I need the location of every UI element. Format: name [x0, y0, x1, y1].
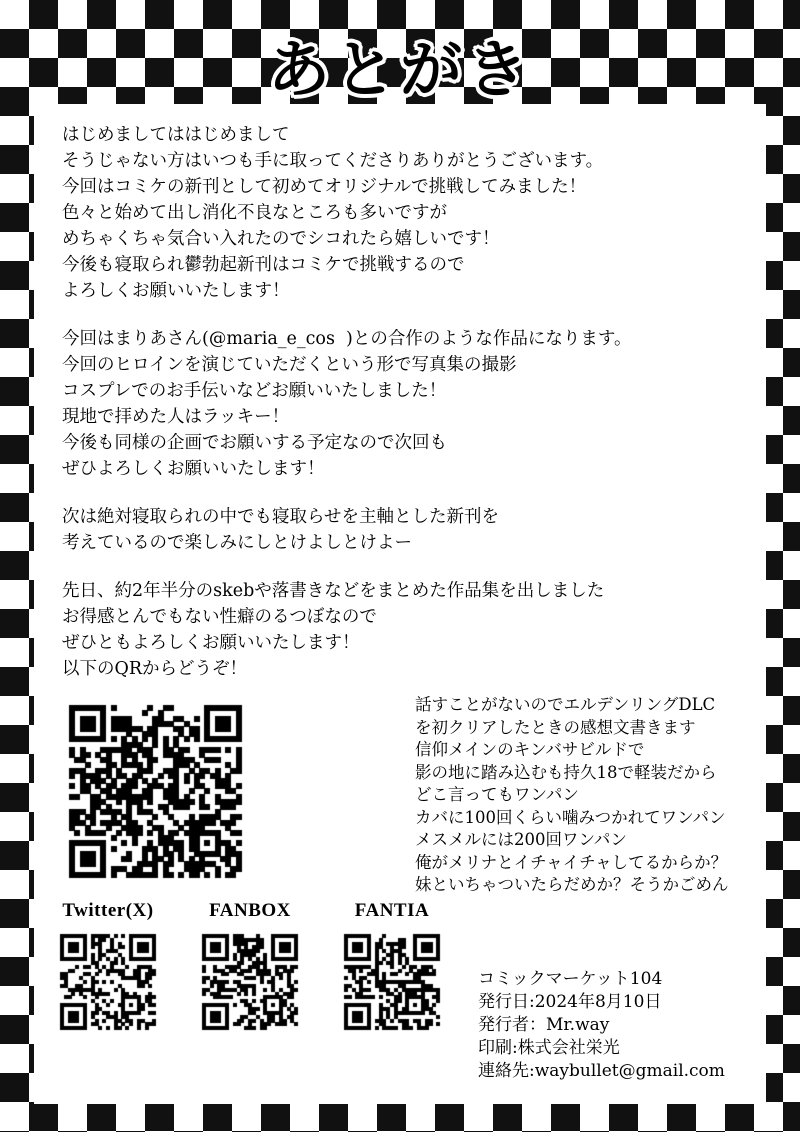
- afterword-line: 今回はまりあさん(@maria_e_cos )との合作のような作品になります。: [62, 329, 632, 349]
- elden-ring-note-line: を初クリアしたときの感想文書きます: [415, 717, 696, 737]
- afterword-line: 以下のQRからどうぞ！: [62, 659, 248, 679]
- skeb-artbook-qr-canvas[interactable]: [64, 700, 246, 882]
- fantia-qr[interactable]: [340, 930, 444, 1034]
- afterword-line: 次は絶対寝取られの中でも寝取らせを主軸とした新刊を: [62, 507, 499, 527]
- colophon-publisher: 発行者：Mr.way: [478, 1015, 610, 1035]
- afterword-line: 色々と始めて出し消化不良なところも多いですが: [62, 203, 447, 223]
- afterword-line: コスプレでのお手伝いなどお願いいたしました！: [62, 381, 447, 401]
- afterword-line: 先日、約2年半分のskebや落書きなどをまとめた作品集を出しました: [62, 581, 605, 601]
- afterword-line: 今後も寝取られ鬱勃起新刊はコミケで挑戦するので: [62, 255, 465, 275]
- social-links-row: [48, 900, 468, 1034]
- colophon-contact: 連絡先:waybullet@gmail.com: [478, 1061, 725, 1081]
- afterword-line: よろしくお願いいたします！: [62, 281, 290, 301]
- afterword-line: 今回のヒロインを演じていただくという形で写真集の撮影: [62, 355, 517, 375]
- fanbox-qr[interactable]: [198, 930, 302, 1034]
- afterword-line: はじめましてははじめまして: [62, 125, 290, 145]
- afterword-line: お得感とんでもない性癖のるつぼなので: [62, 607, 377, 627]
- elden-ring-note: [415, 694, 785, 897]
- social-item-twitter[interactable]: [48, 900, 168, 1034]
- social-label-fanbox: FANBOX: [209, 900, 291, 921]
- elden-ring-note-line: どこ言ってもワンパン: [415, 785, 579, 804]
- elden-ring-note-line: カバに100回くらい噛みつかれてワンパン: [415, 807, 726, 827]
- colophon-date: 発行日:2024年8月10日: [478, 992, 662, 1012]
- social-item-fanbox[interactable]: [190, 900, 310, 1034]
- elden-ring-note-line: 妹といちゃついたらだめか？そうかごめん: [415, 875, 729, 894]
- afterword-line: ぜひよろしくお願いいたします！: [62, 459, 325, 479]
- elden-ring-note-line: 俺がメリナとイチャイチャしてるからか？: [415, 852, 728, 872]
- fanbox-qr-canvas[interactable]: [198, 930, 302, 1034]
- afterword-paragraph-1: [62, 122, 762, 304]
- skeb-artbook-qr[interactable]: [64, 700, 246, 882]
- elden-ring-note-line: 話すことがないのでエルデンリングDLC: [415, 695, 716, 714]
- elden-ring-note-line: 信仰メインのキンバサビルドで: [415, 740, 645, 759]
- colophon-printer: 印刷:株式会社栄光: [478, 1038, 620, 1058]
- afterword-paragraph-4: [62, 578, 762, 682]
- afterword-paragraph-2: [62, 326, 762, 482]
- page-title: あとがき: [267, 33, 532, 106]
- afterword-paragraph-3: [62, 504, 762, 556]
- twitter-qr-canvas[interactable]: [56, 930, 160, 1034]
- colophon: [478, 968, 778, 1083]
- fantia-qr-canvas[interactable]: [340, 930, 444, 1034]
- afterword-text: [62, 122, 762, 704]
- elden-ring-note-line: 影の地に踏み込むも持久18で軽装だから: [415, 762, 717, 782]
- afterword-line: ぜひともよろしくお願いいたします！: [62, 633, 360, 653]
- afterword-line: そうじゃない方はいつも手に取ってくださりありがとうございます。: [62, 151, 604, 171]
- afterword-line: 現地で拝めた人はラッキー！: [62, 407, 290, 427]
- twitter-qr[interactable]: [56, 930, 160, 1034]
- afterword-line: 今後も同様の企画でお願いする予定なので次回も: [62, 433, 447, 453]
- afterword-line: めちゃくちゃ気合い入れたのでシコれたら嬉しいです！: [62, 229, 500, 249]
- elden-ring-note-line: メスメルには200回ワンパン: [415, 830, 627, 849]
- social-label-twitter: Twitter(X): [62, 900, 154, 921]
- afterword-line: 今回はコミケの新刊として初めてオリジナルで挑戦してみました！: [62, 177, 587, 197]
- colophon-event: コミックマーケット104: [478, 969, 663, 989]
- social-item-fantia[interactable]: [332, 900, 452, 1034]
- social-label-fantia: FANTIA: [354, 900, 430, 921]
- afterword-line: 考えているので楽しみにしとけよしとけよー: [62, 533, 412, 553]
